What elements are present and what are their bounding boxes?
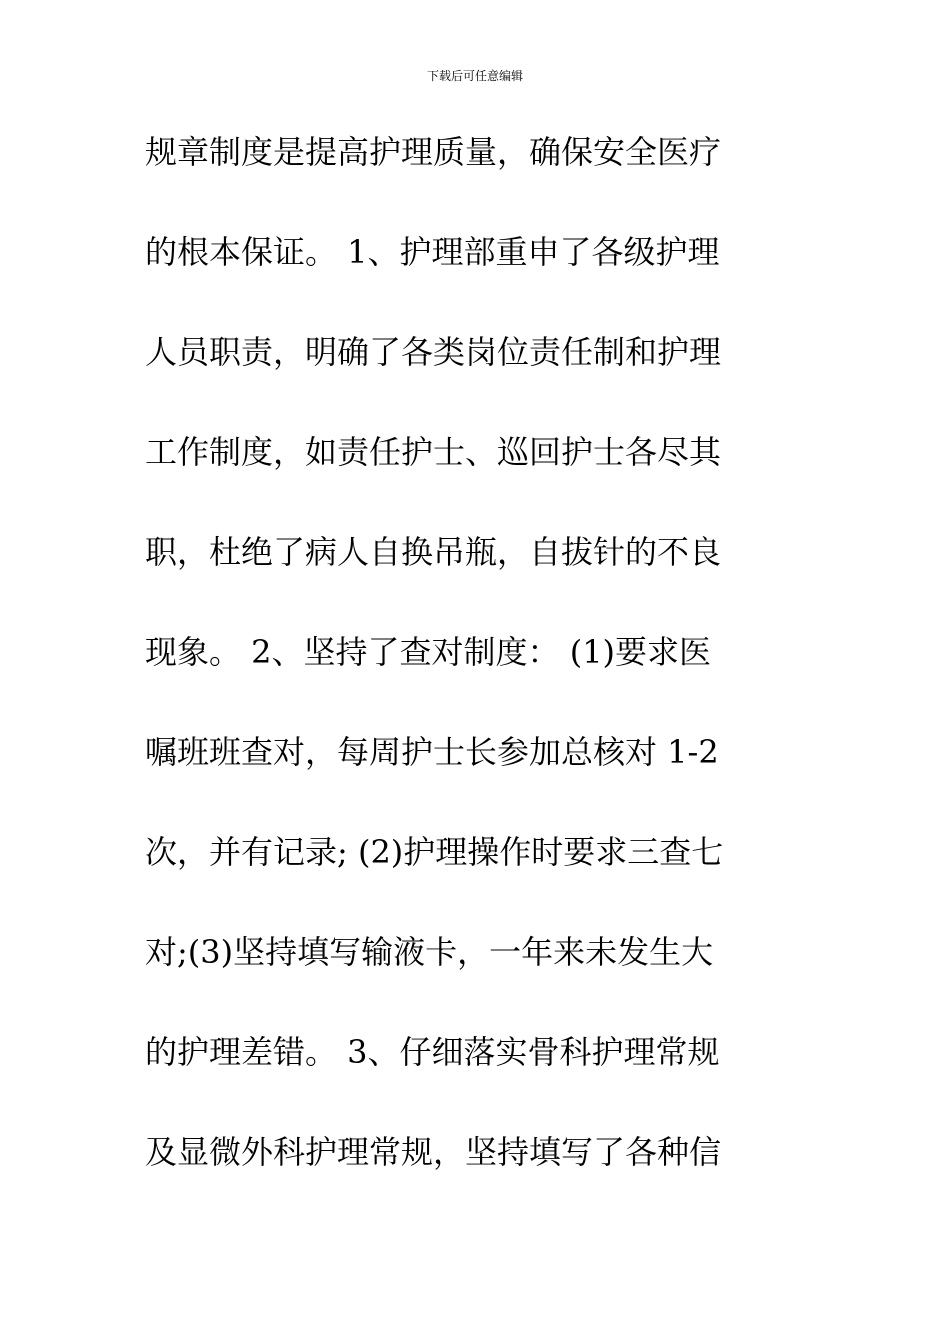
text-line: 职，杜绝了病人自换吊瓶，自拔针的不良	[145, 533, 722, 571]
text-line: 工作制度，如责任护士、巡回护士各尽其	[145, 433, 722, 471]
header-note: 下载后可任意编辑	[426, 69, 523, 83]
text-line: 的护理差错。 3、仔细落实骨科护理常规	[145, 1033, 720, 1071]
text-line: 的根本保证。 1、护理部重申了各级护理	[145, 233, 720, 271]
text-line: 现象。 2、坚持了查对制度： (1)要求医	[145, 633, 712, 671]
text-line: 次，并有记录; (2)护理操作时要求三查七	[145, 833, 724, 871]
text-line: 及显微外科护理常规，坚持填写了各种信	[145, 1133, 722, 1171]
text-line: 人员职责，明确了各类岗位责任制和护理	[145, 333, 722, 371]
document-body	[145, 122, 825, 1222]
text-line: 对;(3)坚持填写输液卡，一年来未发生大	[145, 933, 714, 971]
text-line: 嘱班班查对，每周护士长参加总核对 1-2	[145, 733, 719, 771]
text-line: 规章制度是提高护理质量，确保安全医疗	[145, 133, 722, 171]
